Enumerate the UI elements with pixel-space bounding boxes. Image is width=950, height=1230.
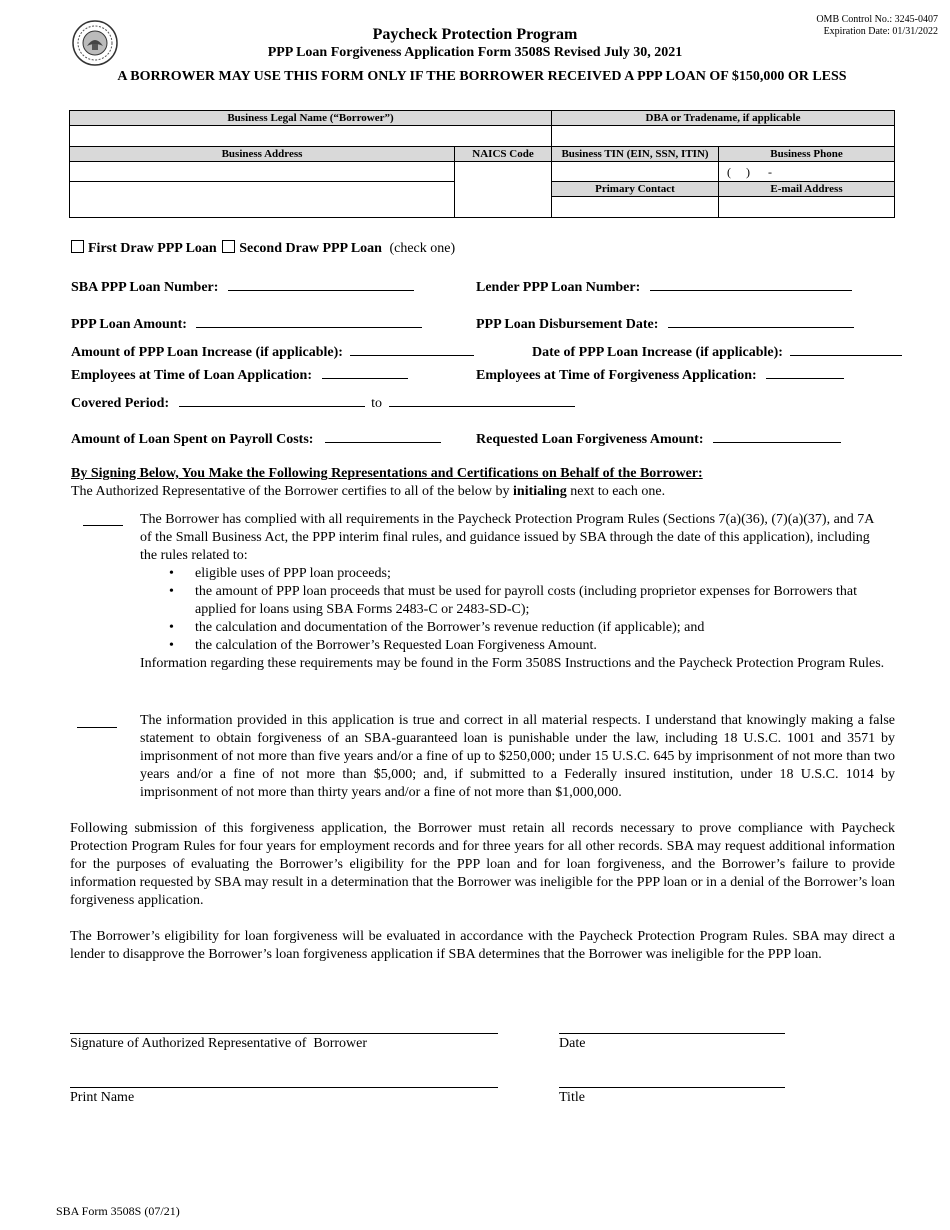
form-title: Paycheck Protection Program	[372, 26, 578, 43]
requested-forgiveness-input[interactable]	[713, 430, 841, 443]
certification-bullet: • the amount of PPP loan proceeds that must be used for payroll costs (including proprietor expenses for Borrowers that applied for loans using SBA Forms 2483-C or 2483-SD-C);	[195, 583, 888, 619]
title-line[interactable]	[559, 1087, 785, 1088]
title-label: Title	[559, 1090, 585, 1105]
certification-bullet: • the calculation and documentation of the Borrower’s revenue reduction (if applicable); and	[195, 619, 888, 637]
loan-increase-date-row	[532, 343, 902, 361]
business-phone-header: Business Phone	[718, 146, 895, 162]
dba-field[interactable]	[551, 125, 895, 147]
primary-contact-header: Primary Contact	[551, 181, 719, 197]
employees-application-input[interactable]	[322, 366, 408, 379]
business-tin-field[interactable]	[551, 161, 719, 182]
form-footer: SBA Form 3508S (07/21)	[56, 1204, 180, 1218]
payroll-costs-label: Amount of Loan Spent on Payroll Costs:	[71, 432, 314, 447]
covered-period-row	[71, 394, 575, 412]
certification-item-1-after: Information regarding these requirements may be found in the Form 3508S Instructions and the Paycheck Protection Program Rules.	[140, 656, 885, 671]
loan-amount-label: PPP Loan Amount:	[71, 317, 187, 332]
employees-forgiveness-row	[476, 366, 844, 384]
loan-amount-row	[71, 315, 422, 333]
form-subtitle: PPP Loan Forgiveness Application Form 3508S Revised July 30, 2021	[267, 45, 683, 60]
certifications-intro-pre: The Authorized Representative of the Borrower certifies to all of the below by	[71, 484, 510, 499]
first-draw-checkbox[interactable]	[71, 240, 84, 253]
covered-period-end-input[interactable]	[389, 394, 575, 407]
business-address-field-line1[interactable]	[69, 161, 455, 182]
business-phone-field[interactable]: ( ) -	[718, 161, 895, 182]
primary-contact-field[interactable]	[551, 196, 719, 218]
expiration-date: Expiration Date: 01/31/2022	[823, 26, 938, 37]
employees-application-label: Employees at Time of Loan Application:	[71, 368, 313, 383]
email-address-header: E-mail Address	[718, 181, 895, 197]
disbursement-date-input[interactable]	[668, 315, 854, 328]
lender-loan-number-row	[476, 278, 852, 296]
covered-period-start-input[interactable]	[179, 394, 365, 407]
certification-bullet: • the calculation of the Borrower’s Requested Loan Forgiveness Amount.	[195, 637, 888, 655]
naics-code-header: NAICS Code	[454, 146, 552, 162]
certifications-heading: By Signing Below, You Make the Following Representations and Certifications on Behalf of the Borrower:	[71, 466, 703, 481]
sba-loan-number-row	[71, 278, 414, 296]
requested-forgiveness-label: Requested Loan Forgiveness Amount:	[476, 432, 704, 447]
print-name-line[interactable]	[70, 1087, 498, 1088]
eligibility-notice: A BORROWER MAY USE THIS FORM ONLY IF THE BORROWER RECEIVED A PPP LOAN OF $150,000 OR LESS	[117, 69, 847, 84]
certification-bullet: • eligible uses of PPP loan proceeds;	[195, 565, 888, 583]
signature-line[interactable]	[70, 1033, 498, 1034]
business-tin-header: Business TIN (EIN, SSN, ITIN)	[551, 146, 719, 162]
date-label: Date	[559, 1036, 586, 1051]
requested-forgiveness-row	[476, 430, 841, 448]
employees-forgiveness-input[interactable]	[766, 366, 844, 379]
certifications-intro	[71, 483, 665, 501]
signature-label: Signature of Authorized Representative of Borrower	[70, 1036, 368, 1051]
business-legal-name-header: Business Legal Name (“Borrower”)	[69, 110, 552, 126]
eligibility-paragraph: The Borrower’s eligibility for loan forgiveness will be evaluated in accordance with the Paycheck Protection Program Rules. SBA may direct a lender to disapprove the Borrower’s loan forgiveness application if SBA determines that the Borrower was ineligible for the PPP loan.	[70, 929, 895, 962]
lender-loan-number-input[interactable]	[650, 278, 852, 291]
initial-line-2[interactable]	[77, 727, 117, 728]
date-line[interactable]	[559, 1033, 785, 1034]
dba-header: DBA or Tradename, if applicable	[551, 110, 895, 126]
employees-application-row	[71, 366, 408, 384]
borrower-info-table	[69, 110, 895, 218]
loan-increase-date-input[interactable]	[790, 343, 902, 356]
disbursement-date-row	[476, 315, 854, 333]
lender-loan-number-label: Lender PPP Loan Number:	[476, 280, 641, 295]
naics-code-field[interactable]	[454, 161, 552, 218]
loan-type-row	[71, 240, 455, 257]
records-retention-paragraph: Following submission of this forgiveness application, the Borrower must retain all records necessary to prove compliance with Paycheck Protection Program Rules for four years for employment records and for three years for all other records. SBA may request additional information for the purposes of evaluating the Borrower’s eligibility for the PPP loan and for loan forgiveness, and the Borrower’s failure to provide information requested by SBA may result in a determination that the Borrower was ineligible for the PPP loan or in a denial of the Borrower’s loan forgiveness application.	[70, 821, 895, 908]
initial-line-1[interactable]	[83, 525, 123, 526]
first-draw-label: First Draw PPP Loan	[88, 241, 217, 256]
payroll-costs-input[interactable]	[325, 430, 441, 443]
email-address-field[interactable]	[718, 196, 895, 218]
certifications-intro-post: next to each one.	[570, 484, 666, 499]
business-address-field-line2[interactable]	[69, 181, 455, 218]
check-one-note: (check one)	[389, 241, 456, 256]
certification-item-2: The information provided in this application is true and correct in all material respects. I understand that knowingly making a false statement to obtain forgiveness of an SBA-guaranteed loan is punishable under the law, including 18 U.S.C. 1001 and 3571 by imprisonment of not more than five years and/or a fine of up to $250,000; under 15 U.S.C. 645 by imprisonment of not more than two years and/or a fine of not more than $5,000; and, if submitted to a Federally insured institution, under 18 U.S.C. 1014 by imprisonment of not more than thirty years and/or a fine of not more than $1,000,000.	[140, 713, 895, 800]
loan-increase-amount-input[interactable]	[350, 343, 474, 356]
employees-forgiveness-label: Employees at Time of Forgiveness Application:	[476, 368, 757, 383]
payroll-costs-row	[71, 430, 441, 448]
certification-item-1-bullets	[140, 565, 888, 655]
sba-loan-number-label: SBA PPP Loan Number:	[71, 280, 219, 295]
business-legal-name-field[interactable]	[69, 125, 552, 147]
loan-amount-input[interactable]	[196, 315, 422, 328]
second-draw-label: Second Draw PPP Loan	[239, 241, 382, 256]
certification-item-1-text: The Borrower has complied with all requirements in the Paycheck Protection Program Rules (Sections 7(a)(36), (7)(a)(37), and 7A of the Small Business Act, the PPP interim final rules, and guidance issued by SBA through the date of this application), including the rules related to:	[140, 512, 874, 563]
print-name-label: Print Name	[70, 1090, 135, 1105]
loan-increase-amount-label: Amount of PPP Loan Increase (if applicable):	[71, 345, 343, 360]
loan-increase-amount-row	[71, 343, 474, 361]
disbursement-date-label: PPP Loan Disbursement Date:	[476, 317, 659, 332]
sba-loan-number-input[interactable]	[228, 278, 414, 291]
loan-increase-date-label: Date of PPP Loan Increase (if applicable):	[532, 345, 783, 360]
certification-item-1	[140, 511, 888, 673]
second-draw-checkbox[interactable]	[222, 240, 235, 253]
business-address-header: Business Address	[69, 146, 455, 162]
certifications-intro-bold: initialing	[513, 484, 567, 499]
covered-period-to: to	[371, 396, 382, 411]
omb-control-number: OMB Control No.: 3245-0407	[816, 14, 938, 25]
covered-period-label: Covered Period:	[71, 396, 170, 411]
